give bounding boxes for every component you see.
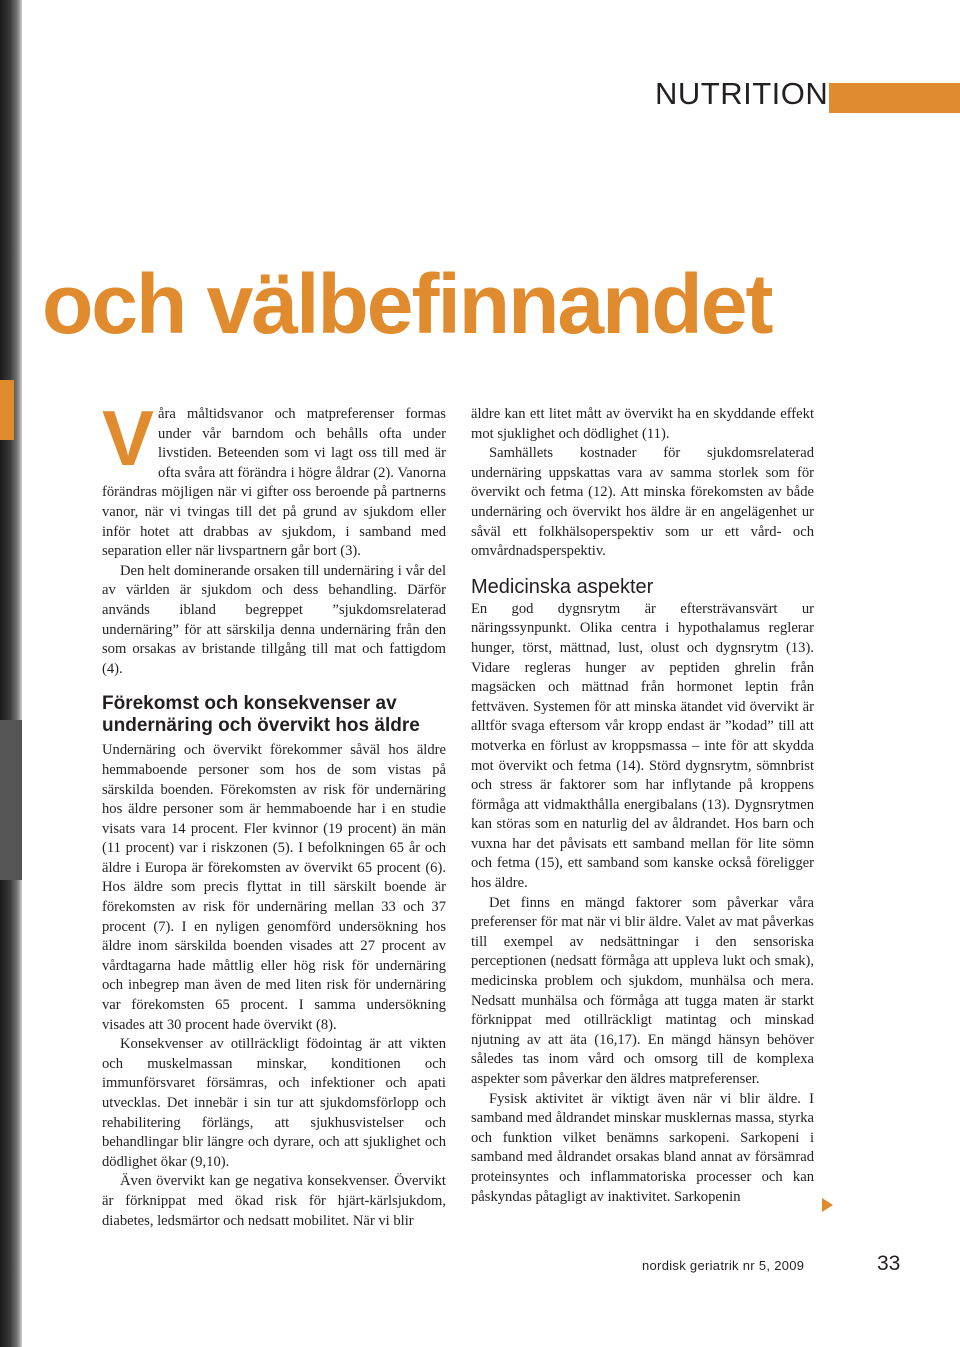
intro-text: åra måltidsvanor och matpreferenser formas under vår barndom och behålls ofta under livstiden. Beteenden som vi lagt oss till med är ofta svåra att förändra i högre åldrar (2). Vanorna förändras möjligen när vi gifter oss beroende på partnerns vanor, när vi tvingas till det på grund av sjukdom eller inför hotet att drabbas av sjukdom, i samband med separation eller när livspartnern går bort (3). — [102, 406, 446, 560]
dropcap: V — [102, 394, 155, 482]
left-column — [102, 394, 446, 1231]
section-heading: Medicinska aspekter — [471, 575, 654, 598]
body-paragraph: Även övervikt kan ge negativa konsekvenser. Övervikt är förknippat med ökad risk för hjärt-kärlsjukdom, diabetes, ledsmärtor och nedsatt mobilitet. När vi blir — [102, 1173, 446, 1229]
body-paragraph: Den helt dominerande orsaken till undernäring i vår del av världen är sjukdom och dess behandling. Därför används ibland begreppet ”sjukdomsrelaterad undernäring” för att särskilja denna undernäring från den som orsakas av bristande tillgång till mat och fattigdom (4). — [102, 562, 446, 677]
body-paragraph: Det finns en mängd faktorer som påverkar våra preferenser för mat när vi blir äldre. Valet av mat påverkas till exempel av nedsättningar i den sensoriska perceptionen (nedsatt förmåga att uppleva lukt och smak), medicinska problem och sjukdom, munhälsa och mera. Nedsatt munhälsa och förmåga att tugga maten är starkt förknippat med otillräckligt matintag och minskad njutning av att äta (16,17). En mängd hänsyn behöver således tas inom vård och omsorg till de komplexa aspekter som påverkar den äldres matpreferenser. — [471, 894, 814, 1087]
intro-paragraph — [102, 394, 446, 562]
body-paragraph: Samhällets kostnader för sjukdomsrelaterad undernäring uppskattas vara av samma storlek som för övervikt och fetma (12). Att minska förekomsten av både undernäring och övervikt hos äldre är en angelägenhet ur såväl ett folkhälsoperspektiv som ur ett vård- och omvårdnadsperspektiv. — [471, 445, 814, 560]
body-paragraph: Fysisk aktivitet är viktigt även när vi blir äldre. I samband med åldrandet minskar musklernas massa, styrka och funktion vilket benämns sarkopeni. Sarkopeni i samband med åldrandet orsakas bland annat av försämrad proteinsyntes och inflammatoriska processer och kan påskyndas påtagligt av inaktivitet. Sarkopenin — [471, 1090, 814, 1205]
right-column — [471, 405, 814, 1207]
section-heading: Förekomst och konsekvenser av undernäring och övervikt hos äldre — [102, 693, 420, 737]
body-paragraph: Undernäring och övervikt förekommer såväl hos äldre hemmaboende personer som hos de som vistas på särskilda boenden. Förekomsten av risk för undernäring hos äldre personer som är hemmaboende har i en studie visats vara 14 procent. Fler kvinnor (19 procent) än män (11 procent) var i riskzonen (5). I befolkningen 65 år och äldre i Europa är förekomsten av övervikt 65 procent (6). Hos äldre som precis flyttat in till särskilt boende är förekomsten av risk för undernäring mellan 33 och 37 procent (7). I en nyligen genomförd undersökning hos äldre inom särskilda boenden visades att 27 procent av vårdtagarna hade måttlig eller hög risk för undernäring och inbegrep man även de med liten risk för undernäring var förekomsten 65 procent. I samma undersökning visades att 30 procent hade övervikt (8). — [102, 742, 446, 1033]
continue-arrow-icon — [822, 1198, 833, 1212]
page-number: 33 — [877, 1252, 901, 1275]
photo-strip-shadow — [0, 720, 22, 880]
body-paragraph: Konsekvenser av otillräckligt födointag är att vikten och muskelmassan minskar, konditionen och immunförsvaret försämras, och infektioner och apati utvecklas. Det innebär i sin tur att sjukdomsförlopp och rehabilitering förlängs, att sjukhusvistelser och behandlingar blir längre och dyrare, och att sjuklighet och dödlighet ökar (9,10). — [102, 1036, 446, 1170]
section-accent-bar — [829, 83, 960, 113]
article-headline: och välbefinnandet — [42, 257, 772, 351]
body-paragraph: äldre kan ett litet mått av övervikt ha en skyddande effekt mot sjuklighet och dödlighet (11). — [471, 406, 814, 442]
body-paragraph: En god dygnsrytm är eftersträvansvärt ur näringssynpunkt. Olika centra i hypothalamus reglerar hunger, törst, mättnad, lust, olust och dygnsrytm (13). Vidare regleras hunger av peptiden ghrelin från magsäcken och mättnad från hormonet leptin från fettväven. Systemen för att minska ätandet vid övervikt är alltför svaga eftersom vår kropp endast är ”kodad” till att motverka en förlust av kroppsmassa – inte för att skydda mot övervikt och fetma (14). Störd dygnsrytm, sömnbrist och stress är faktorer som har inflytande på kroppens förmåga att vidmakthålla energibalans (13). Dygnsrytmen kan störas som en naturlig del av åldrandet. Hos barn och vuxna har det påvisats ett samband mellan för lite sömn och fetma (15), ett samband som kanske också föreligger hos äldre. — [471, 600, 814, 892]
section-label: NUTRITION — [655, 76, 829, 111]
footer-journal-name: nordisk geriatrik nr 5, 2009 — [642, 1258, 805, 1273]
left-edge-photo-strip — [0, 0, 22, 1347]
photo-strip-accent — [0, 380, 14, 440]
